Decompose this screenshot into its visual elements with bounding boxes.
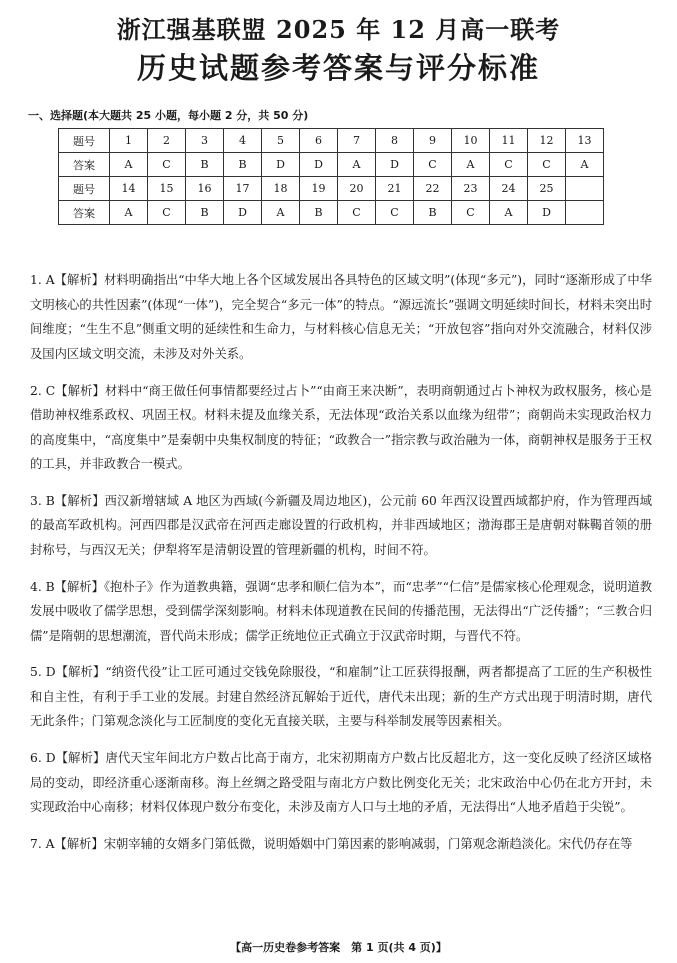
table-cell: C bbox=[148, 201, 186, 225]
answer-table bbox=[58, 128, 604, 225]
table-cell: 8 bbox=[376, 129, 414, 153]
table-cell: C bbox=[338, 201, 376, 225]
table-cell: 25 bbox=[528, 177, 566, 201]
explanation-item: 4. B【解析】《抱朴子》作为道教典籍，强调“忠孝和顺仁信为本”，而“忠孝”“仁信”是儒家核心伦理观念，说明道教发展中吸收了儒学思想，受到儒学深刻影响。材料未体现道教在民间的传播范围，无法得出“广泛传播”；“三教合归儒”是隋朝的思想潮流，晋代尚未形成；儒学正统地位正式确立于汉武帝时期，与晋代不符。 bbox=[30, 579, 652, 643]
explanation-item: 2. C【解析】材料中“商王做任何事情都要经过占卜”“由商王来决断”，表明商朝通过占卜神权为政权服务，核心是借助神权维系政权、巩固王权。材料未提及血缘关系，无法体现“政治关系以血缘为纽带”；商朝尚未实现政治权力的高度集中，“高度集中”是秦朝中央集权制度的特征；“政教合一”指宗教与政治融为一体，商朝神权是服务于王权的工具，并非政教合一模式。 bbox=[30, 383, 652, 472]
table-cell: D bbox=[224, 201, 262, 225]
table-cell: D bbox=[528, 201, 566, 225]
table-cell: 6 bbox=[300, 129, 338, 153]
table-cell: 23 bbox=[452, 177, 490, 201]
table-cell: A bbox=[566, 153, 604, 177]
table-cell: 22 bbox=[414, 177, 452, 201]
table-cell: C bbox=[528, 153, 566, 177]
table-cell: 18 bbox=[262, 177, 300, 201]
explanation-item: 5. D【解析】“纳资代役”让工匠可通过交钱免除服役，“和雇制”让工匠获得报酬，两者都提高了工匠的生产积极性和自主性，有利于手工业的发展。封建自然经济瓦解始于近代，唐代未出现；新的生产方式出现于明清时期，唐代无此条件；门第观念淡化与工匠制度的变化无直接关联，主要与科举制发展等因素相关。 bbox=[30, 665, 652, 729]
table-cell: 5 bbox=[262, 129, 300, 153]
table-cell: 13 bbox=[566, 129, 604, 153]
table-cell bbox=[566, 201, 604, 225]
table-cell: C bbox=[376, 201, 414, 225]
table-cell: D bbox=[376, 153, 414, 177]
table-cell: 19 bbox=[300, 177, 338, 201]
table-cell: C bbox=[490, 153, 528, 177]
table-cell: B bbox=[186, 153, 224, 177]
explanation-item: 1. A【解析】材料明确指出“中华大地上各个区域发展出各具特色的区域文明”(体现“多元”)，同时“逐渐形成了中华文明核心的共性因素”(体现“一体”)，完全契合“多元一体”的特点。“源远流长”强调文明延续时间长，材料未突出时间维度；“生生不息”侧重文明的延续性和生命力，与材料核心信息无关；“开放包容”指向对外交流融合，材料仅涉及国内区域文明交流，未涉及对外关系。 bbox=[30, 273, 652, 361]
table-cell: A bbox=[338, 153, 376, 177]
table-row bbox=[59, 129, 604, 153]
table-cell: 1 bbox=[110, 129, 148, 153]
table-cell: A bbox=[110, 201, 148, 225]
table-cell: B bbox=[300, 201, 338, 225]
table-cell: 16 bbox=[186, 177, 224, 201]
table-row bbox=[59, 177, 604, 201]
table-cell: A bbox=[452, 153, 490, 177]
table-cell: B bbox=[414, 201, 452, 225]
explanation-item: 6. D【解析】唐代天宝年间北方户数占比高于南方，北宋初期南方户数占比反超北方，这一变化反映了经济区域格局的变动，即经济重心逐渐南移。海上丝绸之路受阻与南北方户数比例变化无关；北宋政治中心仍在北方开封，未实现政治中心南移；材料仅体现户数分布变化，未涉及南方人口与土地的矛盾，无法得出“人地矛盾趋于尖锐”。 bbox=[30, 751, 652, 815]
table-cell: A bbox=[110, 153, 148, 177]
section-heading: 一、选择题(本大题共 25 小题，每小题 2 分，共 50 分) bbox=[28, 109, 309, 122]
table-cell bbox=[566, 177, 604, 201]
table-cell: B bbox=[186, 201, 224, 225]
table-cell: 20 bbox=[338, 177, 376, 201]
table-cell: 3 bbox=[186, 129, 224, 153]
table-cell: C bbox=[414, 153, 452, 177]
table-cell: 17 bbox=[224, 177, 262, 201]
table-row bbox=[59, 153, 604, 177]
explanation-item: 7. A【解析】宋朝宰辅的女婿多门第低微，说明婚姻中门第因素的影响减弱，门第观念渐趋淡化。宋代仍存在等 bbox=[30, 837, 633, 852]
table-cell: 10 bbox=[452, 129, 490, 153]
explanations-list bbox=[30, 256, 652, 863]
page-title-line1: 浙江强基联盟 2025 年 12 月高一联考 bbox=[116, 15, 561, 44]
table-cell: 14 bbox=[110, 177, 148, 201]
table-cell: 答案 bbox=[59, 153, 110, 177]
table-cell: 7 bbox=[338, 129, 376, 153]
page-title-line2: 历史试题参考答案与评分标准 bbox=[136, 51, 540, 85]
table-cell: 题号 bbox=[59, 177, 110, 201]
table-cell: 11 bbox=[490, 129, 528, 153]
table-cell: C bbox=[452, 201, 490, 225]
table-cell: A bbox=[490, 201, 528, 225]
table-cell: 题号 bbox=[59, 129, 110, 153]
table-cell: A bbox=[262, 201, 300, 225]
page-footer: 【高一历史卷参考答案 第 1 页(共 4 页)】 bbox=[230, 941, 447, 954]
table-cell: 9 bbox=[414, 129, 452, 153]
table-cell: 答案 bbox=[59, 201, 110, 225]
table-row bbox=[59, 201, 604, 225]
table-cell: 21 bbox=[376, 177, 414, 201]
table-cell: B bbox=[224, 153, 262, 177]
table-cell: D bbox=[300, 153, 338, 177]
table-cell: D bbox=[262, 153, 300, 177]
table-cell: 4 bbox=[224, 129, 262, 153]
table-cell: 24 bbox=[490, 177, 528, 201]
table-cell: 2 bbox=[148, 129, 186, 153]
table-cell: 12 bbox=[528, 129, 566, 153]
table-cell: C bbox=[148, 153, 186, 177]
table-cell: 15 bbox=[148, 177, 186, 201]
explanation-item: 3. B【解析】西汉新增辖域 A 地区为西域(今新疆及周边地区)，公元前 60 年西汉设置西域都护府，作为管理西域的最高军政机构。河西四郡是汉武帝在河西走廊设置的行政机构，并非西域地区；渤海郡王是唐朝对靺鞨首领的册封称号，与西汉无关；伊犁将军是清朝设置的管理新疆的机构，时间不符。 bbox=[30, 493, 652, 557]
